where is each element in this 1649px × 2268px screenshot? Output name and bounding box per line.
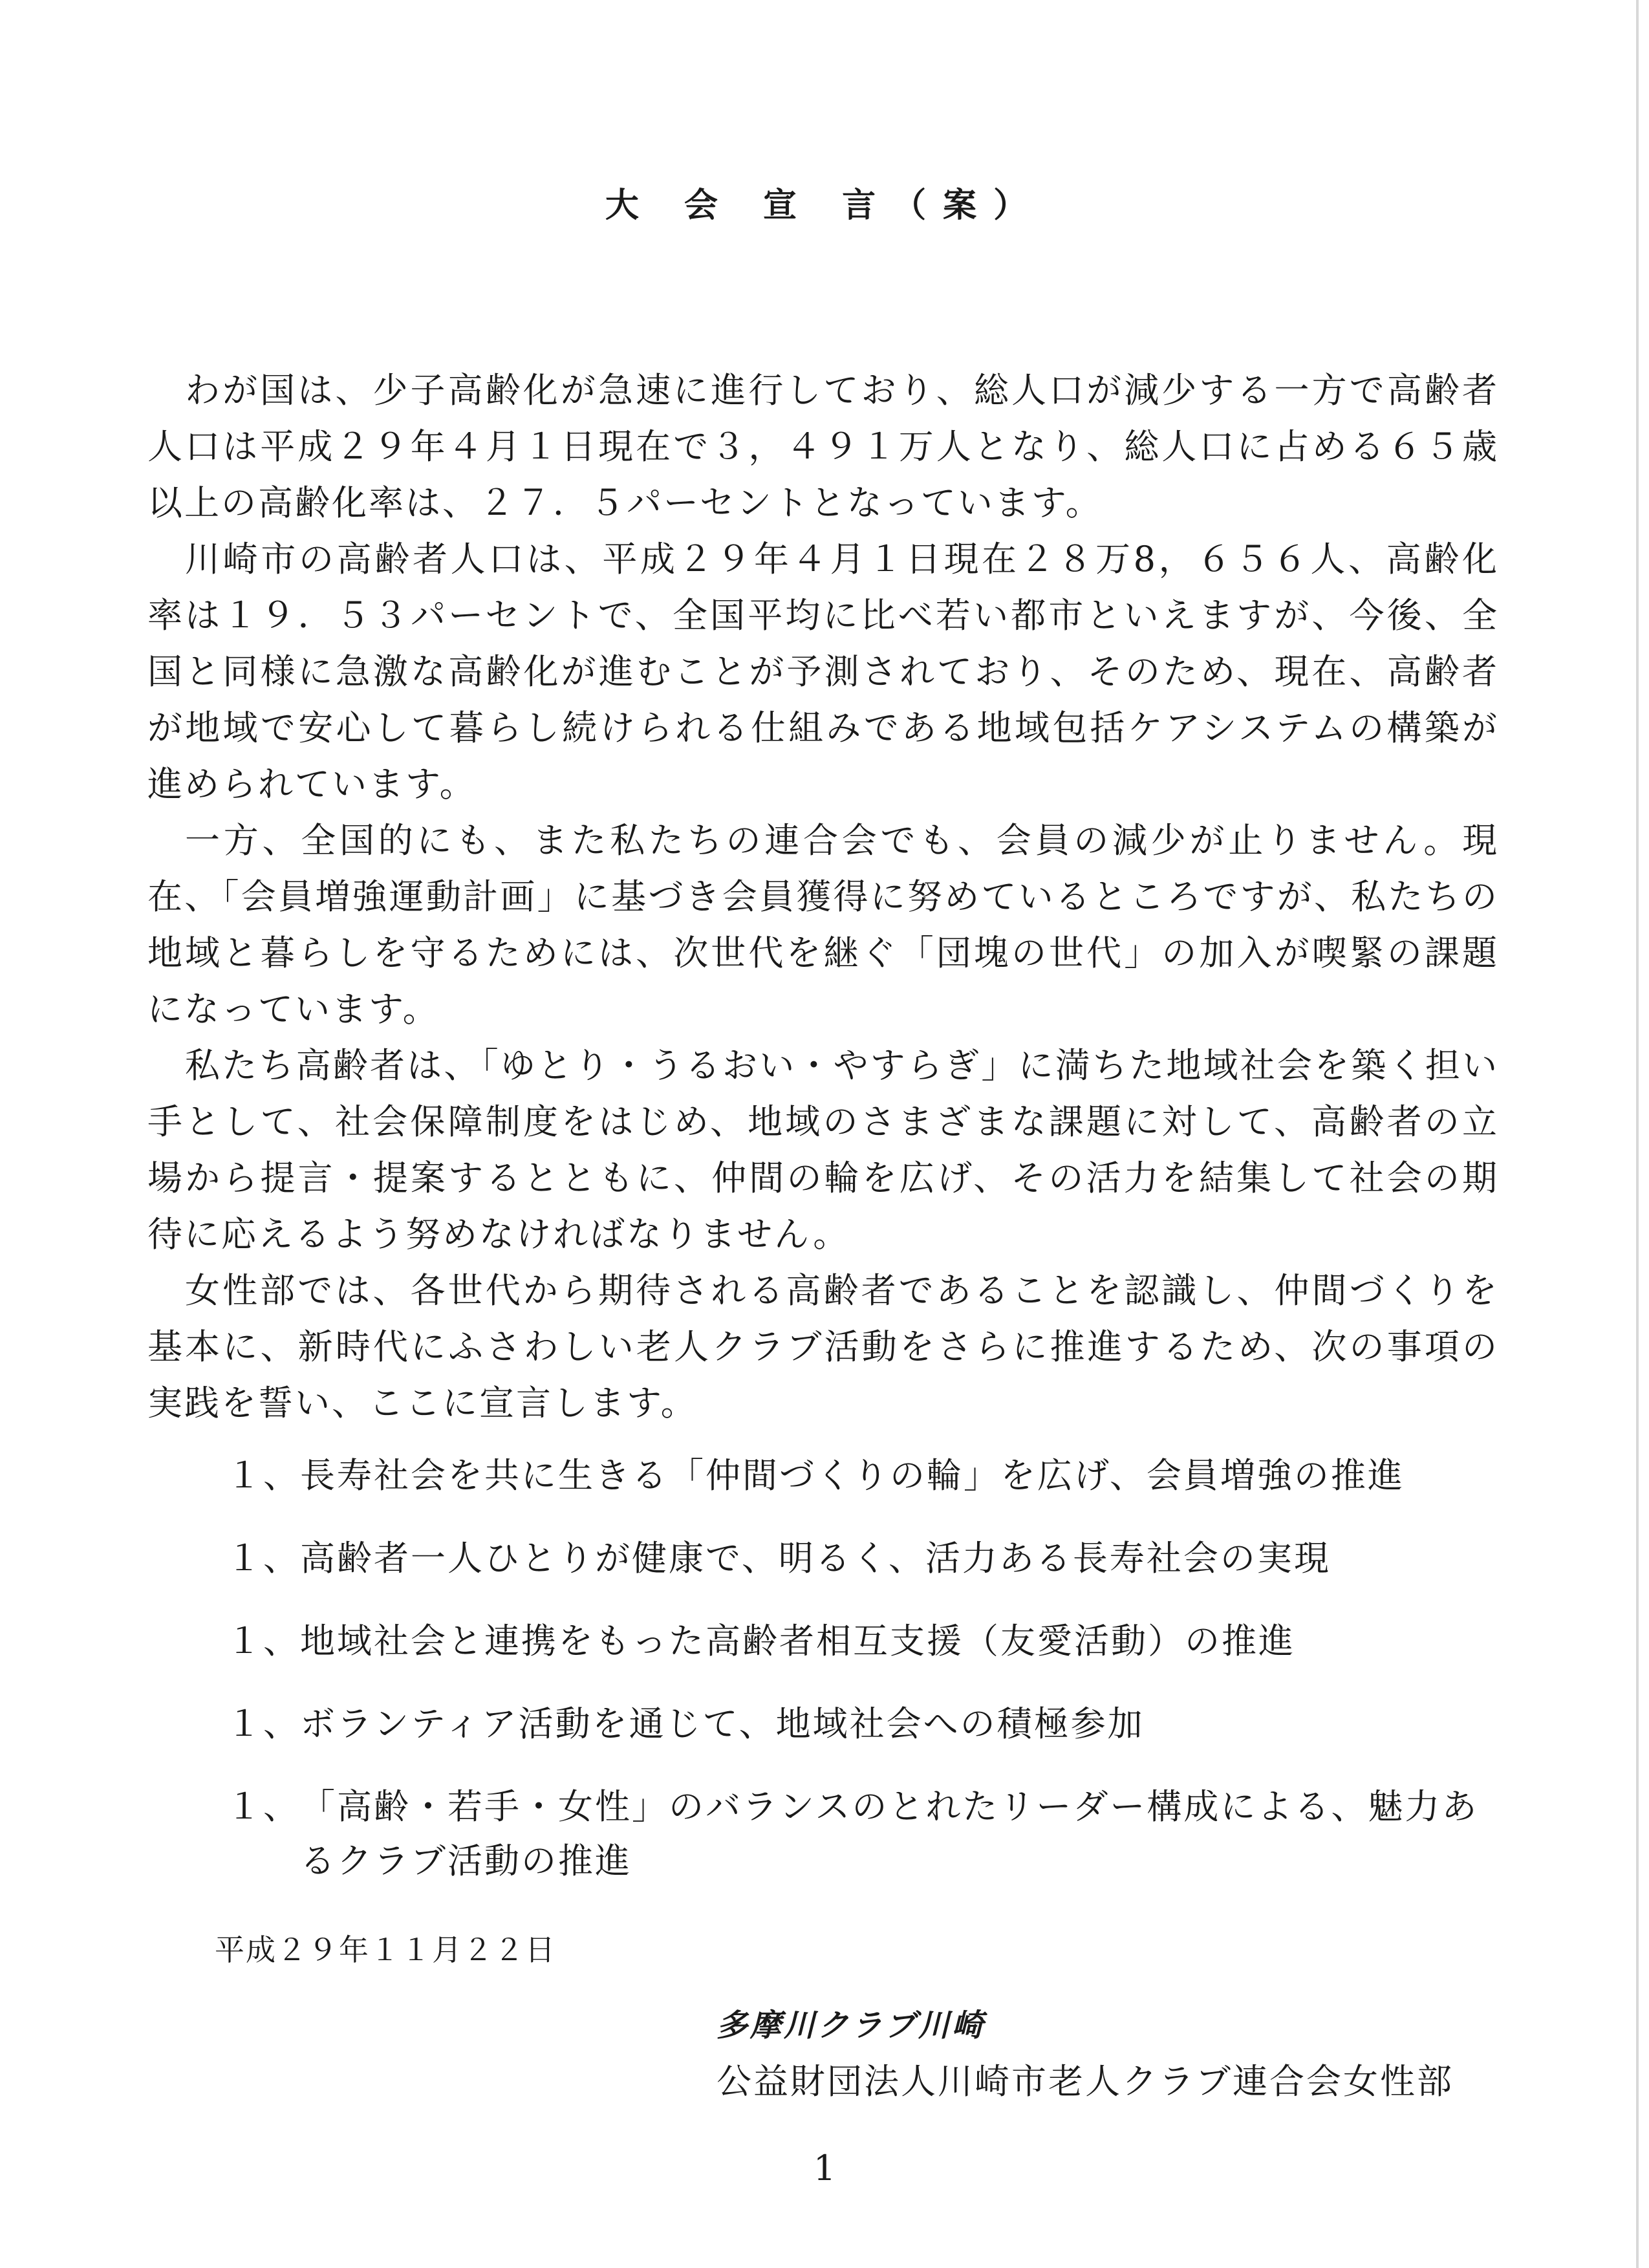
paragraph-2: 川崎市の高齢者人口は、平成２９年４月１日現在２８万8，６５６人、高齢化率は１９．５３パーセントで、全国平均に比べ若い都市といえますが、今後、全国と同様に急激な高齢化が進むことが予測されており、そのため、現在、高齢者が地域で安心して暮らし続けられる仕組みである地域包括ケアシステムの構築が進められています。 — [147, 539, 1499, 805]
resolution-number: １、 — [226, 1703, 300, 1744]
resolution-item — [226, 1780, 1487, 1888]
resolution-item — [226, 1531, 1487, 1586]
declaration-body — [147, 362, 1499, 1431]
resolution-number: １、 — [226, 1455, 300, 1496]
paragraph-5: 女性部では、各世代から期待される高齢者であることを認識し、仲間づくりを基本に、新時代にふさわしい老人クラブ活動をさらに推進するため、次の事項の実践を誓い、ここに宣言します。 — [147, 1270, 1499, 1423]
resolution-number: １、 — [226, 1621, 300, 1661]
paragraph-1: わが国は、少子高齢化が急速に進行しており、総人口が減少する一方で高齢者人口は平成２９年４月１日現在で３，４９１万人となり、総人口に占める６５歳以上の高齢化率は、２７．５パーセントとなっています。 — [147, 370, 1499, 523]
document-title: 大 会 宣 言（案） — [605, 186, 1044, 225]
paragraph-3: 一方、全国的にも、また私たちの連合会でも、会員の減少が止りません。現在、「会員増強運動計画」に基づき会員獲得に努めているところですが、私たちの地域と暮らしを守るためには、次世代を継ぐ「団塊の世代」の加入が喫緊の課題になっています。 — [147, 820, 1499, 1030]
organization-name: 公益財団法人川崎市老人クラブ連合会女性部 — [717, 2061, 1454, 2102]
resolution-text: ボランティア活動を通じて、地域社会への積極参加 — [300, 1703, 1145, 1744]
resolution-list — [226, 1449, 1487, 1917]
resolution-text: 高齢者一人ひとりが健康で、明るく、活力ある長寿社会の実現 — [300, 1538, 1331, 1579]
resolution-item — [226, 1697, 1487, 1751]
signature-block — [717, 2002, 1525, 2108]
handwritten-club-name: 多摩川クラブ川崎 — [717, 2007, 986, 2044]
resolution-text: 「高齢・若手・女性」のバランスのとれたリーダー構成による、魅力あるクラブ活動の推進 — [300, 1786, 1479, 1881]
page-number: 1 — [813, 2148, 836, 2188]
resolution-text: 地域社会と連携をもった高齢者相互支援（友愛活動）の推進 — [300, 1621, 1295, 1661]
resolution-number: １、 — [226, 1538, 300, 1579]
resolution-item — [226, 1614, 1487, 1669]
declaration-date: 平成２９年１１月２２日 — [215, 1932, 556, 1967]
resolution-item — [226, 1449, 1487, 1503]
resolution-number: １、 — [226, 1786, 300, 1827]
paragraph-4: 私たち高齢者は、「ゆとり・うるおい・やすらぎ」に満ちた地域社会を築く担い手として、社会保障制度をはじめ、地域のさまざまな課題に対して、高齢者の立場から提言・提案するとともに、仲間の輪を広げ、その活力を結集して社会の期待に応えるよう努めなければなりません。 — [147, 1045, 1499, 1255]
scan-edge-divider — [1636, 0, 1639, 2268]
resolution-text: 長寿社会を共に生きる「仲間づくりの輪」を広げ、会員増強の推進 — [300, 1455, 1405, 1496]
